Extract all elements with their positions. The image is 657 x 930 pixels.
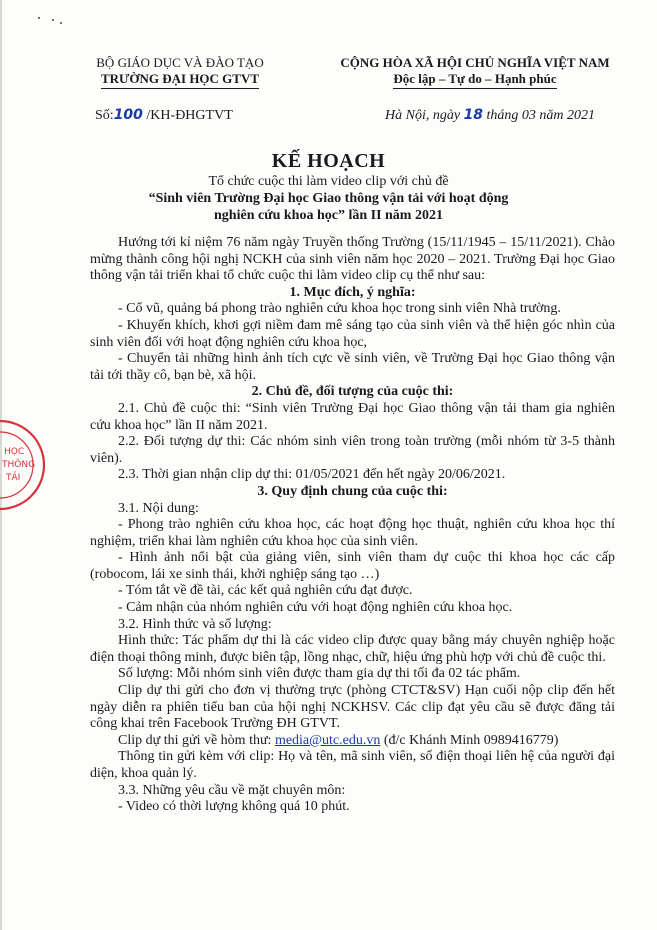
section-3-item: 3.3. Những yêu cầu về mặt chuyên môn:	[118, 782, 346, 798]
stamp-text-2: THÔNG	[2, 460, 36, 470]
header-right	[315, 55, 635, 89]
stamp-text-3: TẢI	[6, 473, 21, 483]
subtitle-line-2: “Sinh viên Trường Đại học Giao thông vận tải với hoạt động	[148, 191, 509, 206]
intro-paragraph: Hướng tới kỉ niệm 76 năm ngày Truyền thống Trường (15/11/1945 – 15/11/2021). Chào mừng thành công hội nghị NCKH của sinh viên năm học 2020 – 2021. Trường Đại học Giao thông vận tải triển khai tổ chức cuộc thi làm video clip cụ thể như sau:	[90, 235, 615, 284]
ministry-name: BỘ GIÁO DỤC VÀ ĐÀO TẠO	[96, 55, 264, 70]
subtitle-line-1: Tổ chức cuộc thi làm video clip với chủ đề	[208, 174, 449, 189]
section-2-item: 2.2. Đối tượng dự thi: Các nhóm sinh viên trong toàn trường (mỗi nhóm từ 3-5 thành viên).	[90, 434, 615, 466]
email-line-suffix: (đ/c Khánh Minh 0989416779)	[383, 732, 559, 748]
date-suffix: tháng 03 năm 2021	[486, 108, 596, 123]
section-3-item: Thông tin gửi kèm với clip: Họ và tên, mã sinh viên, số điện thoại liên hệ của người đại diện, khoa quản lý.	[90, 749, 615, 781]
email-link[interactable]: media@utc.edu.vn	[274, 732, 381, 748]
nation-name: CỘNG HÒA XÃ HỘI CHỦ NGHĨA VIỆT NAM	[340, 55, 610, 70]
document-date	[385, 107, 595, 124]
section-2-item: 2.1. Chủ đề cuộc thi: “Sinh viên Trường Đại học Giao thông vận tải tham gia nghiên cứu khoa học” lần II năm 2021.	[90, 400, 615, 433]
section-1-item: - Cổ vũ, quảng bá phong trào nghiên cứu khoa học trong sinh viên Nhà trường.	[118, 301, 561, 317]
doc-number-handwritten: 100	[113, 107, 143, 123]
section-2-item: 2.3. Thời gian nhận clip dự thi: 01/05/2021 đến hết ngày 20/06/2021.	[118, 467, 506, 483]
section-1-item: - Chuyển tải những hình ảnh tích cực về sinh viên, về Trường Đại học Giao thông vận tải tới thầy cô, bạn bè, xã hội.	[90, 351, 615, 383]
section-2-heading: 2. Chủ đề, đối tượng của cuộc thi:	[251, 384, 454, 400]
section-3-item: 3.2. Hình thức và số lượng:	[118, 616, 272, 632]
document-subtitle	[0, 173, 657, 224]
document-number	[95, 107, 233, 124]
subtitle-line-3: nghiên cứu khoa học” lần II năm 2021	[214, 208, 443, 223]
section-3-item: Số lượng: Mỗi nhóm sinh viên được tham gia dự thi tối đa 02 tác phẩm.	[118, 666, 521, 682]
university-name: TRƯỜNG ĐẠI HỌC GTVT	[101, 71, 259, 89]
doc-number-suffix: /KH-ĐHGTVT	[146, 108, 233, 123]
section-3-item: - Phong trào nghiên cứu khoa học, các hoạt động học thuật, nghiên cứu khoa học thí nghiệm, triển khai làm nghiên cứu khoa học của sinh viên.	[90, 517, 615, 549]
section-3-item: - Cảm nhận của nhóm nghiên cứu với hoạt động nghiên cứu khoa học.	[118, 600, 513, 616]
section-3-item: Hình thức: Tác phẩm dự thi là các video clip được quay bằng máy chuyên nghiệp hoặc điện thoại thông minh, được biên tập, lồng nhạc, chữ, hiệu ứng phù hợp với chủ đề cuộc thi.	[90, 633, 615, 665]
section-3-item: 3.1. Nội dung:	[118, 500, 199, 516]
section-3-heading: 3. Quy định chung của cuộc thi:	[257, 483, 448, 499]
section-3-email-line	[90, 733, 615, 750]
section-3-item: - Video có thời lượng không quá 10 phút.	[118, 799, 350, 815]
header-left	[60, 55, 300, 89]
document-body	[90, 235, 615, 816]
scan-speck	[52, 19, 54, 21]
date-day-handwritten: 18	[463, 107, 484, 123]
date-prefix: Hà Nội, ngày	[385, 108, 461, 123]
red-seal-stamp	[0, 410, 48, 520]
doc-number-prefix: Số:	[95, 108, 114, 123]
section-1-item: - Khuyến khích, khơi gợi niềm đam mê sáng tạo của sinh viên và thể hiện góc nhìn của sinh viên đối với hoạt động nghiên cứu khoa học,	[90, 317, 615, 350]
scan-speck	[60, 22, 62, 24]
email-line-prefix: Clip dự thi gửi về hòm thư:	[118, 732, 272, 748]
scan-speck	[38, 17, 40, 19]
national-motto: Độc lập – Tự do – Hạnh phúc	[393, 71, 556, 89]
stamp-text-1: HỌC	[4, 447, 25, 457]
section-3-item: - Tóm tắt về đề tài, các kết quả nghiên cứu đạt được.	[118, 583, 413, 599]
section-3-item: - Hình ảnh nổi bật của giảng viên, sinh viên tham dự cuộc thi khoa học các cấp (robocom, lái xe sinh thái, khởi nghiệp sáng tạo …)	[90, 550, 615, 582]
section-3-item: Clip dự thi gửi cho đơn vị thường trực (phòng CTCT&SV) Hạn cuối nộp clip đến hết ngày diễn ra phiên tiểu ban của hội nghị NCKHSV. Các clip đạt yêu cầu sẽ được đăng tải công khai trên Facebook Trường ĐH GTVT.	[90, 683, 615, 732]
document-title: KẾ HOẠCH	[271, 150, 386, 172]
section-1-heading: 1. Mục đích, ý nghĩa:	[289, 284, 416, 300]
